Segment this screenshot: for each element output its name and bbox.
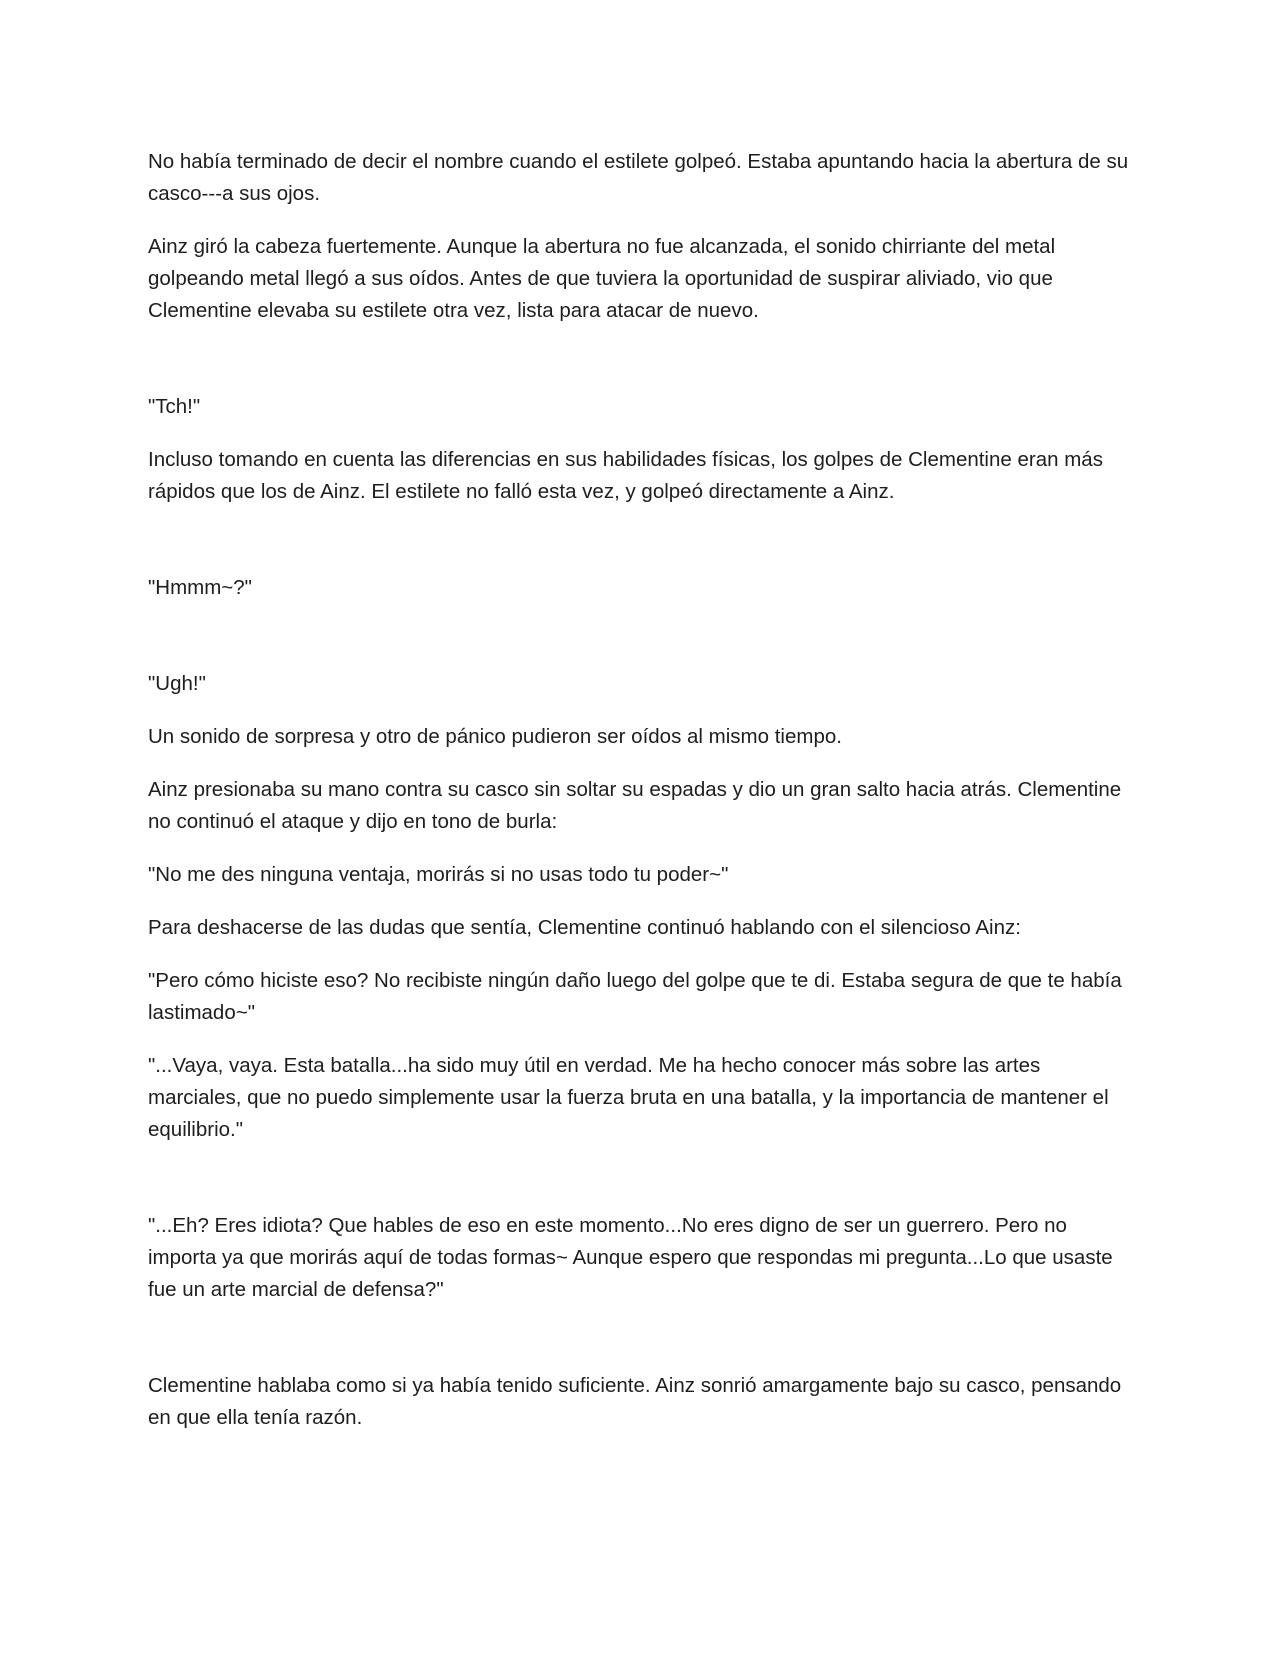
paragraph-14: Clementine hablaba como si ya había tenido suficiente. Ainz sonrió amargamente bajo su casco, pensando en que ella tenía razón. [148,1374,1122,1429]
paragraph-spacer [148,1146,1138,1210]
dialogue-vaya: "...Vaya, vaya. Esta batalla...ha sido muy útil en verdad. Me ha hecho conocer más sobre las artes marciales, que no puedo simplemente usar la fuerza bruta en una batalla, y la importancia de mantener el equilibrio." [148,1054,1109,1141]
paragraph-spacer [148,944,1138,965]
paragraph-spacer [148,508,1138,572]
paragraph-spacer [148,210,1138,231]
paragraph-spacer [148,891,1138,912]
dialogue-ventaja: "No me des ninguna ventaja, morirás si no usas todo tu poder~" [148,863,729,886]
dialogue-hmmm: "Hmmm~?" [148,576,252,599]
paragraph-spacer [148,753,1138,774]
dialogue-pero: "Pero cómo hiciste eso? No recibiste ningún daño luego del golpe que te di. Estaba segura de que te había lastimado~" [148,969,1122,1024]
paragraph-spacer [148,423,1138,444]
paragraph-spacer [148,1306,1138,1370]
paragraph-spacer [148,604,1138,668]
dialogue-ugh: "Ugh!" [148,672,206,695]
paragraph-spacer [148,700,1138,721]
dialogue-tch: "Tch!" [148,395,201,418]
paragraph-7: Un sonido de sorpresa y otro de pánico pudieron ser oídos al mismo tiempo. [148,725,842,748]
paragraph-4: Incluso tomando en cuenta las diferencias en sus habilidades físicas, los golpes de Clementine eran más rápidos que los de Ainz. El estilete no falló esta vez, y golpeó directamente a Ainz. [148,448,1103,503]
paragraph-1: No había terminado de decir el nombre cuando el estilete golpeó. Estaba apuntando hacia la abertura de su casco---a sus ojos. [148,150,1129,205]
paragraph-2: Ainz giró la cabeza fuertemente. Aunque la abertura no fue alcanzada, el sonido chirriante del metal golpeando metal llegó a sus oídos. Antes de que tuviera la oportunidad de suspirar aliviado, vio que Clementine elevaba su estilete otra vez, lista para atacar de nuevo. [148,235,1056,322]
paragraph-spacer [148,1029,1138,1050]
document-body [148,146,1138,1434]
dialogue-eh: "...Eh? Eres idiota? Que hables de eso en este momento...No eres digno de ser un guerrero. Pero no importa ya que morirás aquí de todas formas~ Aunque espero que respondas mi pregunta...Lo que usaste fue un arte marcial de defensa?" [148,1214,1113,1301]
paragraph-spacer [148,327,1138,391]
paragraph-spacer [148,838,1138,859]
paragraph-8: Ainz presionaba su mano contra su casco sin soltar su espadas y dio un gran salto hacia atrás. Clementine no continuó el ataque y dijo en tono de burla: [148,778,1122,833]
paragraph-10: Para deshacerse de las dudas que sentía, Clementine continuó hablando con el silencioso Ainz: [148,916,1021,939]
